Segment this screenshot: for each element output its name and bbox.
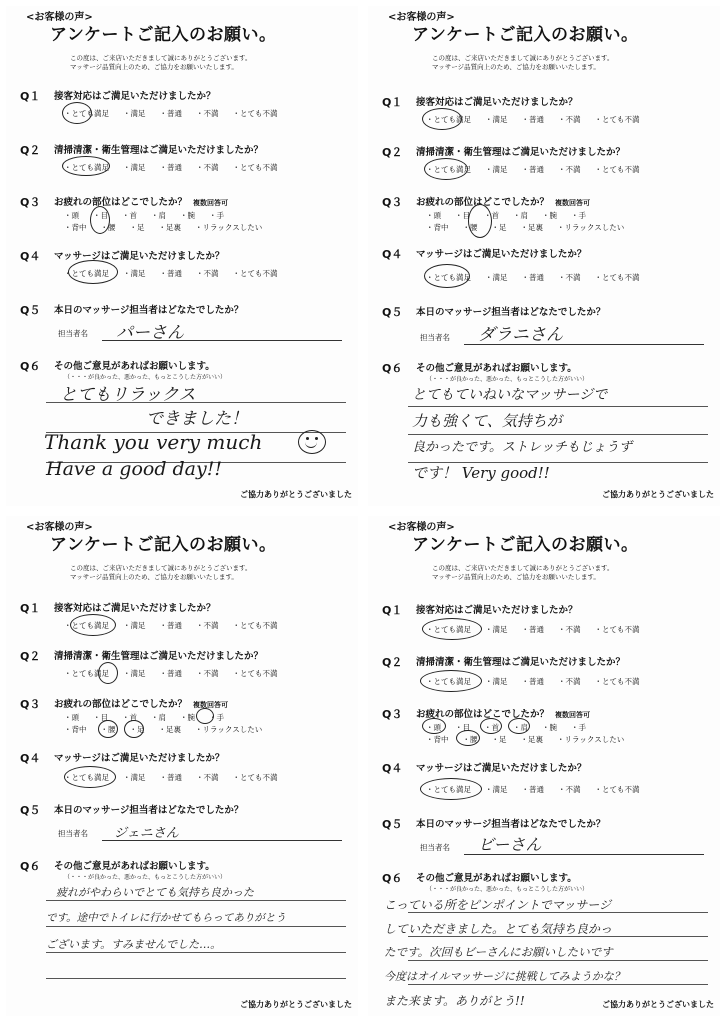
q2-number: Q２ [20,144,41,157]
option[interactable]: ・満足 [485,677,508,686]
comment-line-text[interactable]: 力も強くて、気持ちが [412,412,562,430]
q1-options [426,114,716,125]
staff-label: 担当者名 [58,829,88,838]
comment-line-text[interactable]: とてもていねいなマッサージで [412,387,608,403]
option[interactable]: ・とても満足 [426,625,471,634]
q6-text: その他ご意見があればお願いします。 [416,873,577,884]
option[interactable]: ・不満 [196,621,219,630]
option[interactable]: ・不満 [558,273,581,282]
option[interactable]: ・不満 [196,669,219,678]
option[interactable]: ・満足 [485,165,508,174]
q3-parts-row2 [426,222,716,233]
part-option[interactable]: ・背中 [64,725,87,734]
q1-text: 接客対応はご満足いただけましたか？ [416,605,578,616]
q3-number: Q３ [20,196,41,209]
q3-parts-row1 [64,712,354,723]
q2-options [426,676,716,687]
part-option[interactable]: ・手 [209,713,224,722]
q3-parts-row1 [426,210,716,221]
q2-text: 清掃清潔・衛生管理はご満足いただけましたか？ [416,657,626,668]
comment-line-text[interactable]: 今度はオイルマッサージに挑戦してみようかな？ [384,970,625,983]
comment-line [46,952,346,953]
part-option[interactable]: ・足裏 [520,735,543,744]
q6-number: Q６ [20,860,41,873]
q2-number: Q２ [382,656,403,669]
q4-number: Q４ [20,250,41,263]
part-option[interactable]: ・首 [484,723,499,732]
part-option[interactable]: ・腕 [180,713,195,722]
option[interactable]: ・とても不満 [594,165,640,174]
part-option[interactable]: ・目 [93,713,108,722]
q1-options [64,108,354,119]
option[interactable]: ・とても不満 [594,115,640,124]
part-option[interactable]: ・背中 [426,735,449,744]
comment-line-text[interactable]: です。途中でトイレに行かせてもらってありがとう [46,912,286,924]
comment-line-text[interactable]: 疲れがやわらいでとても気持ち良かった [56,886,254,899]
option[interactable]: ・満足 [123,773,146,782]
q1-number: Q１ [382,96,403,109]
q1-number: Q１ [20,602,41,615]
q3-number: Q３ [382,196,403,209]
part-option[interactable]: ・肩 [151,211,166,220]
q4-text: マッサージはご満足いただけましたか？ [416,249,587,260]
smiley-face-icon [298,430,326,454]
customer-voice-label: <お客様の声> [26,12,93,23]
option[interactable]: ・普通 [159,773,182,782]
option[interactable]: ・満足 [123,621,146,630]
q3-parts-row1 [426,722,716,733]
thanks-footer: ご協力ありがとうございました [602,1000,714,1009]
part-option[interactable]: ・肩 [151,713,166,722]
part-option[interactable]: ・首 [122,211,137,220]
option[interactable]: ・とても不満 [232,269,278,278]
q3-text: お疲れの部位はどこでしたか？ 複数回答可 [416,197,591,208]
option[interactable]: ・普通 [521,273,544,282]
option[interactable]: ・普通 [521,165,544,174]
option[interactable]: ・とても満足 [426,115,471,124]
q3-text: お疲れの部位はどこでしたか？ 複数回答可 [54,699,229,710]
part-option[interactable]: ・肩 [513,211,528,220]
form-title: アンケートご記入のお願い。 [50,535,277,555]
comment-line-text[interactable]: ございます。すみませんでした…。 [46,938,222,951]
option[interactable]: ・不満 [558,785,581,794]
option[interactable]: ・とても満足 [426,273,471,282]
comment-line [46,978,346,979]
q5-text: 本日のマッサージ担当者はどなたでしたか？ [54,305,244,316]
comment-line [408,406,708,407]
q4-options [64,268,354,279]
option[interactable]: ・普通 [521,785,544,794]
part-option[interactable]: ・頭 [64,713,79,722]
option[interactable]: ・不満 [558,677,581,686]
option[interactable]: ・不満 [196,269,219,278]
q2-options [426,164,716,175]
comment-line-text[interactable]: また来ます。ありがとう!! [384,994,525,1008]
survey-sheet-1 [6,6,358,506]
part-option[interactable]: ・足裏 [520,223,543,232]
option[interactable]: ・とても満足 [64,269,109,278]
comment-line-text[interactable]: 良かったです。ストレッチもじょうず [412,440,632,455]
option[interactable]: ・とても不満 [232,109,278,118]
option[interactable]: ・普通 [159,163,182,172]
form-title: アンケートご記入のお願い。 [50,25,277,45]
staff-label: 担当者名 [58,329,88,338]
option[interactable]: ・とても満足 [426,677,471,686]
q3-text: お疲れの部位はどこでしたか？ 複数回答可 [54,197,229,208]
option[interactable]: ・満足 [485,273,508,282]
q2-text: 清掃清潔・衛生管理はご満足いただけましたか？ [54,651,264,662]
q2-text: 清掃清潔・衛生管理はご満足いただけましたか？ [416,147,626,158]
part-option[interactable]: ・背中 [64,223,87,232]
form-intro: この度は、ご来店いただきまして誠にありがとうございます。 マッサージ品質向上のため、ご協力をお願いいたします。 [70,564,252,581]
q1-options [426,624,716,635]
q6-hint: （・・・が良かった、悪かった、もっとこうした方がいい） [64,374,227,381]
q6-text: その他ご意見があればお願いします。 [54,861,215,872]
q4-number: Q４ [382,248,403,261]
q3-parts-row2 [64,724,354,735]
part-option[interactable]: ・足 [491,223,507,232]
q3-parts-row2 [64,222,354,233]
part-option[interactable]: ・目 [93,211,108,220]
staff-name[interactable]: ビーさん [478,835,542,854]
q2-number: Q２ [20,650,41,663]
q5-number: Q５ [382,306,403,319]
part-option[interactable]: ・腰 [462,735,478,744]
part-option[interactable]: ・手 [571,723,586,732]
q3-parts-row2 [426,734,716,745]
q5-number: Q５ [20,304,41,317]
option[interactable]: ・とても不満 [232,773,278,782]
q4-number: Q４ [382,762,403,775]
q6-text: その他ご意見があればお願いします。 [54,361,215,372]
q5-number: Q５ [20,804,41,817]
q1-number: Q１ [382,604,403,617]
q6-hint: （・・・が良かった、悪かった、もっとこうした方がいい） [426,376,589,383]
part-option[interactable]: ・頭 [426,211,441,220]
part-option[interactable]: ・リラックスしたい [195,725,263,734]
q4-text: マッサージはご満足いただけましたか？ [54,753,225,764]
option[interactable]: ・とても不満 [594,677,640,686]
staff-label: 担当者名 [420,843,450,852]
staff-label: 担当者名 [420,333,450,342]
option[interactable]: ・不満 [196,773,219,782]
q1-text: 接客対応はご満足いただけましたか？ [416,97,578,108]
q3-parts-row1 [64,210,354,221]
option[interactable]: ・満足 [485,115,508,124]
q6-number: Q６ [20,360,41,373]
option[interactable]: ・満足 [485,785,508,794]
part-option[interactable]: ・背中 [426,223,449,232]
staff-name[interactable]: ダラニさん [478,325,563,345]
option[interactable]: ・普通 [159,621,182,630]
q3-number: Q３ [382,708,403,721]
option[interactable]: ・普通 [521,625,544,634]
customer-voice-label: <お客様の声> [26,522,93,533]
customer-voice-label: <お客様の声> [388,12,455,23]
option[interactable]: ・普通 [159,669,182,678]
survey-sheet-2 [368,6,720,506]
q5-text: 本日のマッサージ担当者はどなたでしたか？ [416,307,606,318]
comment-line-text[interactable]: こっている所をピンポイントでマッサージ [384,898,612,912]
q1-number: Q１ [20,90,41,103]
thanks-footer: ご協力ありがとうございました [602,490,714,499]
q1-text: 接客対応はご満足いただけましたか？ [54,603,216,614]
option[interactable]: ・満足 [123,109,146,118]
part-option[interactable]: ・足 [129,223,145,232]
q1-text: 接客対応はご満足いただけましたか？ [54,91,216,102]
option[interactable]: ・とても満足 [64,163,109,172]
comment-line-text[interactable]: Have a good day!! [46,458,223,480]
part-option[interactable]: ・首 [484,211,499,220]
comment-line-text[interactable]: Thank you very much [44,430,263,454]
part-option[interactable]: ・腰 [100,223,116,232]
option[interactable]: ・不満 [196,109,219,118]
part-option[interactable]: ・足 [129,725,145,734]
comment-line-text[interactable]: です！ Very good!! [412,464,550,482]
q2-options [64,162,354,173]
comment-line [46,926,346,927]
part-option[interactable]: ・首 [122,713,137,722]
part-option[interactable]: ・目 [455,211,470,220]
option[interactable]: ・満足 [123,269,146,278]
comment-line [46,900,346,901]
option[interactable]: ・普通 [159,269,182,278]
option[interactable]: ・とても不満 [594,625,640,634]
q5-number: Q５ [382,818,403,831]
option[interactable]: ・とても不満 [594,273,640,282]
part-option[interactable]: ・手 [209,211,224,220]
q3-number: Q３ [20,698,41,711]
form-intro: この度は、ご来店いただきまして誠にありがとうございます。 マッサージ品質向上のため、ご協力をお願いいたします。 [432,54,614,71]
option[interactable]: ・とても満足 [64,621,109,630]
q6-number: Q６ [382,362,403,375]
q4-options [426,784,716,795]
q6-text: その他ご意見があればお願いします。 [416,363,577,374]
q6-number: Q６ [382,872,403,885]
option[interactable]: ・不満 [558,115,581,124]
survey-sheet-4 [368,516,720,1016]
staff-name[interactable]: パーさん [116,323,184,343]
part-option[interactable]: ・リラックスしたい [195,223,263,232]
q5-text: 本日のマッサージ担当者はどなたでしたか？ [416,819,606,830]
q4-options [426,272,716,283]
part-option[interactable]: ・肩 [513,723,528,732]
option[interactable]: ・満足 [485,625,508,634]
option[interactable]: ・とても満足 [426,785,471,794]
part-option[interactable]: ・腰 [100,725,116,734]
comment-line [408,434,708,435]
comment-line-text[interactable]: できました！ [146,409,248,429]
part-option[interactable]: ・足 [491,735,507,744]
thanks-footer: ご協力ありがとうございました [240,490,352,499]
part-option[interactable]: ・腕 [542,723,557,732]
thanks-footer: ご協力ありがとうございました [240,1000,352,1009]
q5-text: 本日のマッサージ担当者はどなたでしたか？ [54,805,244,816]
comment-line-text[interactable]: たです。次回もビーさんにお願いしたいです [384,945,613,959]
q3-text: お疲れの部位はどこでしたか？ 複数回答可 [416,709,591,720]
option[interactable]: ・普通 [521,677,544,686]
option[interactable]: ・とても満足 [64,773,109,782]
option[interactable]: ・とても不満 [594,785,640,794]
customer-voice-label: <お客様の声> [388,522,455,533]
option[interactable]: ・とても満足 [64,109,109,118]
option[interactable]: ・不満 [558,625,581,634]
q6-hint: （・・・が良かった、悪かった、もっとこうした方がいい） [426,886,589,893]
q4-text: マッサージはご満足いただけましたか？ [416,763,587,774]
q4-text: マッサージはご満足いただけましたか？ [54,251,225,262]
option[interactable]: ・不満 [558,165,581,174]
comment-line [408,960,708,961]
option[interactable]: ・満足 [123,163,146,172]
option[interactable]: ・不満 [196,163,219,172]
option[interactable]: ・とても満足 [64,669,109,678]
part-option[interactable]: ・頭 [426,723,441,732]
q6-hint: （・・・が良かった、悪かった、もっとこうした方がいい） [64,874,227,881]
staff-name[interactable]: ジェニさん [114,826,179,841]
form-title: アンケートご記入のお願い。 [412,25,639,45]
option[interactable]: ・とても不満 [232,621,278,630]
option[interactable]: ・とても満足 [426,165,471,174]
part-option[interactable]: ・腕 [180,211,195,220]
part-option[interactable]: ・目 [455,723,470,732]
part-option[interactable]: ・頭 [64,211,79,220]
part-option[interactable]: ・足裏 [158,725,181,734]
comment-line [408,984,708,985]
comment-line-text[interactable]: とてもリラックス [60,385,196,405]
q4-options [64,772,354,783]
part-option[interactable]: ・リラックスしたい [557,735,625,744]
part-option[interactable]: ・手 [571,211,586,220]
form-intro: この度は、ご来店いただきまして誠にありがとうございます。 マッサージ品質向上のため、ご協力をお願いいたします。 [70,54,252,71]
option[interactable]: ・普通 [521,115,544,124]
q1-options [64,620,354,631]
option[interactable]: ・とても不満 [232,163,278,172]
comment-line-text[interactable]: していただきました。とても気持ち良かっ [384,922,613,936]
option[interactable]: ・満足 [123,669,146,678]
part-option[interactable]: ・腕 [542,211,557,220]
part-option[interactable]: ・腰 [462,223,478,232]
form-intro: この度は、ご来店いただきまして誠にありがとうございます。 マッサージ品質向上のため、ご協力をお願いいたします。 [432,564,614,581]
q2-number: Q２ [382,146,403,159]
form-title: アンケートご記入のお願い。 [412,535,639,555]
part-option[interactable]: ・リラックスしたい [557,223,625,232]
option[interactable]: ・普通 [159,109,182,118]
part-option[interactable]: ・足裏 [158,223,181,232]
survey-sheet-3 [6,516,358,1016]
q4-number: Q４ [20,752,41,765]
option[interactable]: ・とても不満 [232,669,278,678]
q2-options [64,668,354,679]
q2-text: 清掃清潔・衛生管理はご満足いただけましたか？ [54,145,264,156]
